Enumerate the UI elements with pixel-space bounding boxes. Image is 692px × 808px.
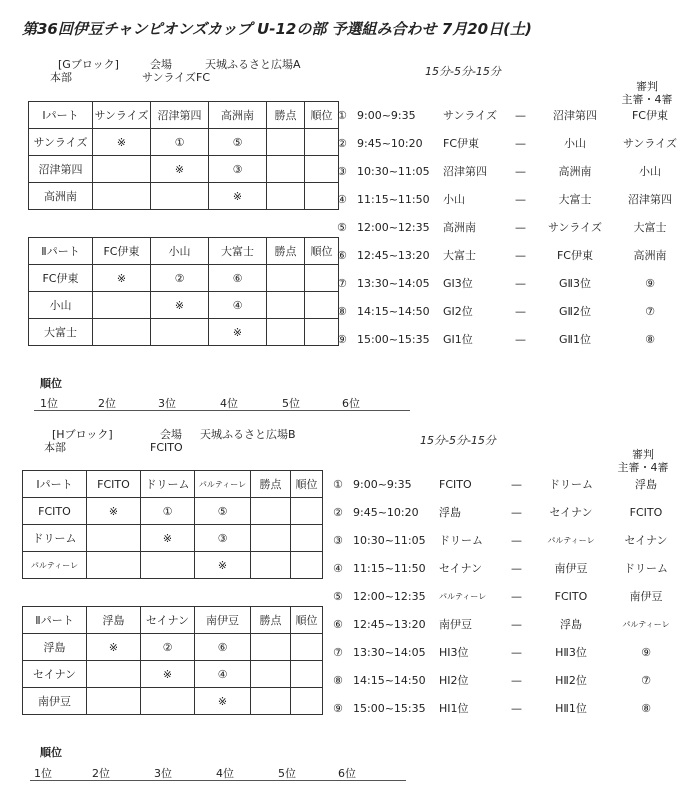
grid-cell: ※ — [87, 634, 141, 661]
team-header: 大富士 — [209, 238, 267, 265]
ranking-label: 順位 — [40, 377, 62, 390]
rank-cell — [305, 319, 339, 346]
match-format: 15分-5分-15分 — [420, 434, 496, 447]
team-header: 高洲南 — [209, 102, 267, 129]
team-header: 南伊豆 — [195, 607, 251, 634]
venue-name: 天城ふるさと広場B — [200, 428, 296, 441]
grid-cell — [151, 319, 209, 346]
grid-cell: ① — [151, 129, 209, 156]
referee-header: 審判 主審・4審 — [621, 80, 673, 106]
grid-cell: ① — [141, 498, 195, 525]
venue-name: 天城ふるさと広場A — [205, 58, 301, 71]
grid-cell — [87, 661, 141, 688]
grid-cell: ② — [141, 634, 195, 661]
team-header: パルティーレ — [195, 471, 251, 498]
rank-slot: 4位 — [220, 397, 238, 410]
team-row-label: FC伊東 — [29, 265, 93, 292]
page-title: 第36回伊豆チャンピオンズカップ U-12の部 予選組み合わせ 7月20日(土) — [22, 20, 532, 38]
rank-slot: 1位 — [34, 767, 52, 780]
team-row-label: 沼津第四 — [29, 156, 93, 183]
grid-cell — [93, 156, 151, 183]
rank-cell — [291, 661, 323, 688]
rank-slot: 6位 — [338, 767, 356, 780]
team-row-label: FCITO — [23, 498, 87, 525]
grid-cell: ※ — [93, 129, 151, 156]
grid-cell: ※ — [141, 525, 195, 552]
team-row-label: サンライズ — [29, 129, 93, 156]
grid-cell: ⑤ — [195, 498, 251, 525]
team-row-label: 高洲南 — [29, 183, 93, 210]
points-header: 勝点 — [251, 607, 291, 634]
rank-header: 順位 — [291, 471, 323, 498]
rank-slot: 5位 — [282, 397, 300, 410]
team-header: FC伊東 — [93, 238, 151, 265]
grid-cell — [93, 183, 151, 210]
points-header: 勝点 — [267, 102, 305, 129]
rank-slot: 6位 — [342, 397, 360, 410]
points-cell — [251, 498, 291, 525]
host-team: FCITO — [150, 441, 183, 454]
grid-cell: ※ — [93, 265, 151, 292]
part-label: Ⅱパート — [23, 607, 87, 634]
points-cell — [251, 525, 291, 552]
grid-cell — [93, 319, 151, 346]
rank-slot: 1位 — [40, 397, 58, 410]
grid-cell: ※ — [141, 661, 195, 688]
rank-header: 順位 — [291, 607, 323, 634]
grid-cell — [87, 552, 141, 579]
part1-table — [22, 470, 323, 579]
team-row-label: 南伊豆 — [23, 688, 87, 715]
grid-cell: ⑥ — [209, 265, 267, 292]
part-label: Ⅰパート — [29, 102, 93, 129]
points-cell — [267, 183, 305, 210]
grid-cell — [151, 183, 209, 210]
points-cell — [251, 661, 291, 688]
rank-cell — [291, 634, 323, 661]
match-schedule: ① 9:00~9:35 サンライズ — 沼津第四 FC伊東 ② 9:45~10:20 FC伊東 — 小山 サンライズ ③ 10:30~11:05 沼津第四 — 高洲南 小山 ④ 11:15~11:50 小山 — 大富士 沼津第四 ⑤ 12:00~12:35 高洲南 — サンライズ 大富士 ⑥ 12:45~13:20 大富士 — FC伊東 高洲南 ⑦ 13:30~14:05 GⅠ3位 — GⅡ3位 ⑨ ⑧ 14:15~14:50 GⅠ2位 — GⅡ2位 ⑦ ⑨ 15:00~15:35 GⅠ1位 — GⅡ1位 ⑧ — [337, 109, 677, 346]
grid-cell: ③ — [195, 525, 251, 552]
points-cell — [267, 319, 305, 346]
team-row-label: パルティーレ — [23, 552, 87, 579]
grid-cell: ※ — [151, 156, 209, 183]
points-header: 勝点 — [251, 471, 291, 498]
team-row-label: セイナン — [23, 661, 87, 688]
rank-slot: 4位 — [216, 767, 234, 780]
team-row-label: 小山 — [29, 292, 93, 319]
block-label: [Hブロック] — [52, 428, 113, 441]
venue-label: 会場 — [150, 58, 172, 71]
rank-cell — [291, 498, 323, 525]
grid-cell: ⑤ — [209, 129, 267, 156]
match-format: 15分-5分-15分 — [425, 65, 501, 78]
block-label: [Gブロック] — [58, 58, 119, 71]
ranking-label: 順位 — [40, 746, 62, 759]
team-header: 小山 — [151, 238, 209, 265]
part2-table — [28, 237, 339, 346]
rank-cell — [305, 292, 339, 319]
host-team: サンライズFC — [142, 71, 211, 84]
grid-cell: ※ — [209, 319, 267, 346]
grid-cell: ※ — [195, 688, 251, 715]
part-label: Ⅰパート — [23, 471, 87, 498]
rank-cell — [305, 183, 339, 210]
rank-cell — [305, 156, 339, 183]
points-cell — [251, 688, 291, 715]
part-label: Ⅱパート — [29, 238, 93, 265]
team-header: FCITO — [87, 471, 141, 498]
referee-header: 審判 主審・4審 — [617, 448, 669, 474]
ranking-underline — [34, 410, 410, 411]
points-cell — [267, 156, 305, 183]
rank-slot: 2位 — [98, 397, 116, 410]
grid-cell: ④ — [195, 661, 251, 688]
grid-cell — [87, 525, 141, 552]
grid-cell: ※ — [151, 292, 209, 319]
points-cell — [251, 634, 291, 661]
ranking-underline — [30, 780, 406, 781]
team-row-label: 大富士 — [29, 319, 93, 346]
grid-cell: ② — [151, 265, 209, 292]
rank-cell — [305, 265, 339, 292]
hq-label: 本部 — [44, 441, 66, 454]
match-schedule: ① 9:00~9:35 FCITO — ドリーム 浮島 ② 9:45~10:20 浮島 — セイナン FCITO ③ 10:30~11:05 ドリーム — パルティーレ セイナン ④ 11:15~11:50 セイナン — 南伊豆 ドリーム ⑤ 12:00~12:35 パルティーレ — FCITO 南伊豆 ⑥ 12:45~13:20 南伊豆 — 浮島 パルティーレ ⑦ 13:30~14:05 HⅠ3位 — HⅡ3位 ⑨ ⑧ 14:15~14:50 HⅠ2位 — HⅡ2位 ⑦ ⑨ 15:00~15:35 HⅠ1位 — HⅡ1位 ⑧ — [333, 478, 670, 715]
rank-cell — [291, 552, 323, 579]
grid-cell — [93, 292, 151, 319]
rank-cell — [305, 129, 339, 156]
grid-cell: ※ — [195, 552, 251, 579]
team-header: サンライズ — [93, 102, 151, 129]
part2-table — [22, 606, 323, 715]
part1-table — [28, 101, 339, 210]
grid-cell: ⑥ — [195, 634, 251, 661]
team-row-label: ドリーム — [23, 525, 87, 552]
rank-slot: 2位 — [92, 767, 110, 780]
points-cell — [267, 129, 305, 156]
rank-slot: 3位 — [154, 767, 172, 780]
points-cell — [267, 265, 305, 292]
grid-cell: ③ — [209, 156, 267, 183]
team-header: ドリーム — [141, 471, 195, 498]
grid-cell — [87, 688, 141, 715]
grid-cell: ※ — [209, 183, 267, 210]
rank-header: 順位 — [305, 238, 339, 265]
rank-slot: 5位 — [278, 767, 296, 780]
hq-label: 本部 — [50, 71, 72, 84]
rank-cell — [291, 688, 323, 715]
grid-cell — [141, 552, 195, 579]
venue-label: 会場 — [160, 428, 182, 441]
rank-header: 順位 — [305, 102, 339, 129]
rank-slot: 3位 — [158, 397, 176, 410]
points-cell — [251, 552, 291, 579]
rank-cell — [291, 525, 323, 552]
points-cell — [267, 292, 305, 319]
grid-cell: ④ — [209, 292, 267, 319]
points-header: 勝点 — [267, 238, 305, 265]
team-header: セイナン — [141, 607, 195, 634]
team-header: 沼津第四 — [151, 102, 209, 129]
team-row-label: 浮島 — [23, 634, 87, 661]
team-header: 浮島 — [87, 607, 141, 634]
grid-cell: ※ — [87, 498, 141, 525]
grid-cell — [141, 688, 195, 715]
